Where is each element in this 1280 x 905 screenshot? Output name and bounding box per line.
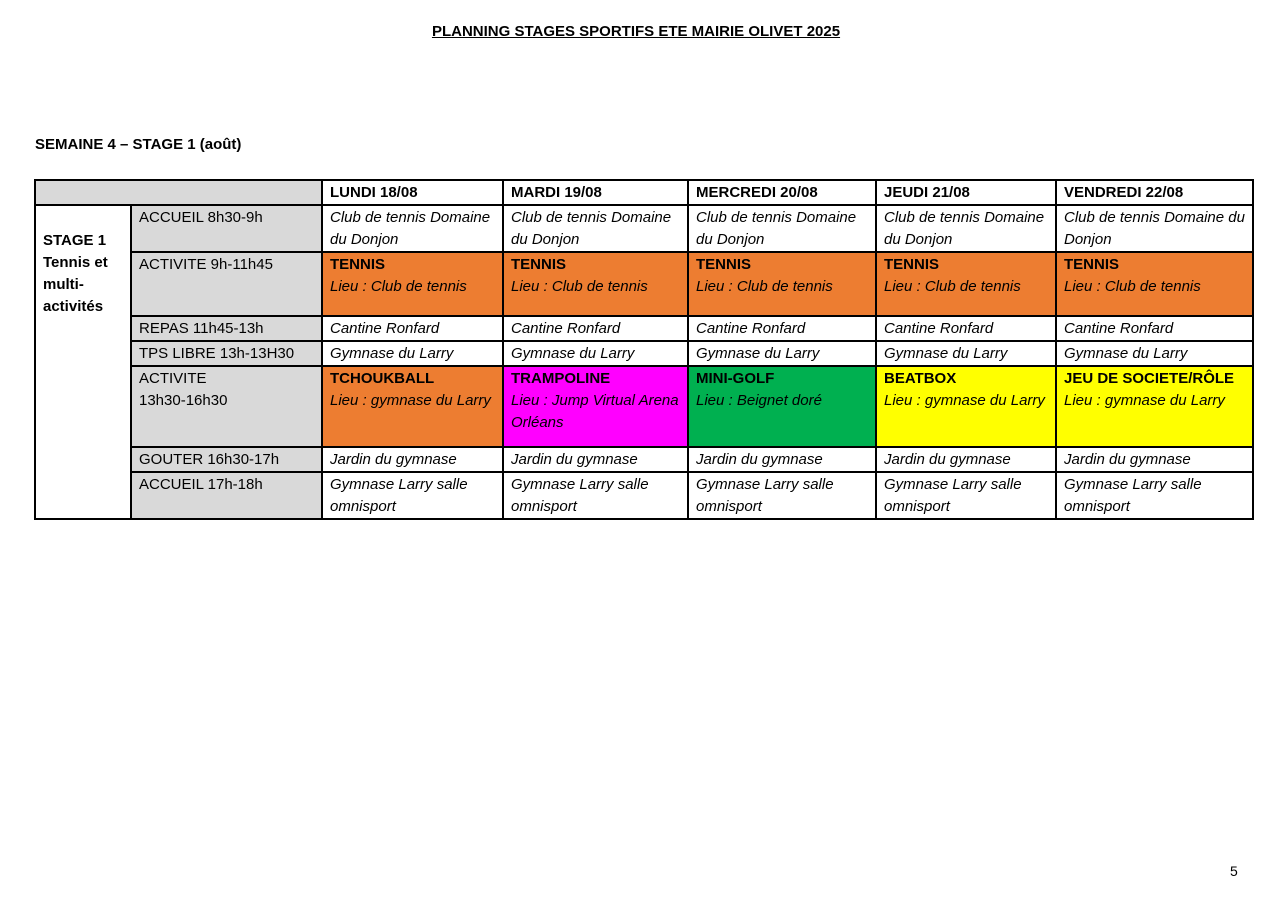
row-tps-libre [35, 341, 1253, 366]
schedule-cell: Gymnase Larry salle omnisport [503, 472, 688, 519]
row-activite-afternoon [35, 366, 1253, 447]
activity-cell: TCHOUKBALL Lieu : gymnase du Larry [322, 366, 503, 447]
slot-label: GOUTER 16h30-17h [131, 447, 322, 472]
row-accueil-morning [35, 205, 1253, 252]
planning-table [34, 179, 1254, 520]
slot-label: ACCUEIL 8h30-9h [131, 205, 322, 252]
activity-cell: JEU DE SOCIETE/RÔLE Lieu : gymnase du Larry [1056, 366, 1253, 447]
schedule-cell: Gymnase du Larry [1056, 341, 1253, 366]
schedule-cell: Gymnase Larry salle omnisport [322, 472, 503, 519]
schedule-cell: Club de tennis Domaine du Donjon [1056, 205, 1253, 252]
schedule-cell: Club de tennis Domaine du Donjon [503, 205, 688, 252]
activity-cell: TENNIS Lieu : Club de tennis [503, 252, 688, 316]
slot-label: ACTIVITE 13h30-16h30 [131, 366, 322, 447]
schedule-cell: Jardin du gymnase [876, 447, 1056, 472]
schedule-cell: Gymnase du Larry [876, 341, 1056, 366]
schedule-cell: Gymnase du Larry [688, 341, 876, 366]
activity-cell: TENNIS Lieu : Club de tennis [1056, 252, 1253, 316]
page-title: PLANNING STAGES SPORTIFS ETE MAIRIE OLIVET 2025 [431, 23, 841, 40]
schedule-cell: Gymnase Larry salle omnisport [876, 472, 1056, 519]
slot-label: ACTIVITE 9h-11h45 [131, 252, 322, 316]
schedule-cell: Cantine Ronfard [322, 316, 503, 341]
schedule-cell: Jardin du gymnase [688, 447, 876, 472]
slot-label: TPS LIBRE 13h-13H30 [131, 341, 322, 366]
stage-label: STAGE 1 Tennis et multi- activités [35, 205, 131, 519]
corner-cell [35, 180, 322, 205]
schedule-cell: Jardin du gymnase [503, 447, 688, 472]
schedule-cell: Gymnase Larry salle omnisport [688, 472, 876, 519]
schedule-cell: Club de tennis Domaine du Donjon [688, 205, 876, 252]
row-accueil-evening [35, 472, 1253, 519]
schedule-cell: Club de tennis Domaine du Donjon [876, 205, 1056, 252]
schedule-cell: Jardin du gymnase [1056, 447, 1253, 472]
activity-cell: TENNIS Lieu : Club de tennis [688, 252, 876, 316]
activity-cell: TRAMPOLINE Lieu : Jump Virtual Arena Orléans [503, 366, 688, 447]
row-gouter [35, 447, 1253, 472]
day-header: MARDI 19/08 [503, 180, 688, 205]
day-header: VENDREDI 22/08 [1056, 180, 1253, 205]
activity-cell: TENNIS Lieu : Club de tennis [876, 252, 1056, 316]
schedule-cell: Cantine Ronfard [1056, 316, 1253, 341]
activity-cell: TENNIS Lieu : Club de tennis [322, 252, 503, 316]
day-header: MERCREDI 20/08 [688, 180, 876, 205]
schedule-cell: Cantine Ronfard [876, 316, 1056, 341]
activity-cell: MINI-GOLF Lieu : Beignet doré [688, 366, 876, 447]
day-header: JEUDI 21/08 [876, 180, 1056, 205]
schedule-cell: Club de tennis Domaine du Donjon [322, 205, 503, 252]
schedule-cell: Gymnase du Larry [503, 341, 688, 366]
day-header: LUNDI 18/08 [322, 180, 503, 205]
activity-cell: BEATBOX Lieu : gymnase du Larry [876, 366, 1056, 447]
schedule-cell: Jardin du gymnase [322, 447, 503, 472]
schedule-cell: Cantine Ronfard [688, 316, 876, 341]
slot-label: REPAS 11h45-13h [131, 316, 322, 341]
schedule-cell: Gymnase du Larry [322, 341, 503, 366]
schedule-cell: Cantine Ronfard [503, 316, 688, 341]
schedule-cell: Gymnase Larry salle omnisport [1056, 472, 1253, 519]
header-row [35, 180, 1253, 205]
row-repas [35, 316, 1253, 341]
row-activite-morning [35, 252, 1253, 316]
slot-label: ACCUEIL 17h-18h [131, 472, 322, 519]
page-number: 5 [1230, 863, 1238, 879]
week-title: SEMAINE 4 – STAGE 1 (août) [35, 136, 242, 153]
